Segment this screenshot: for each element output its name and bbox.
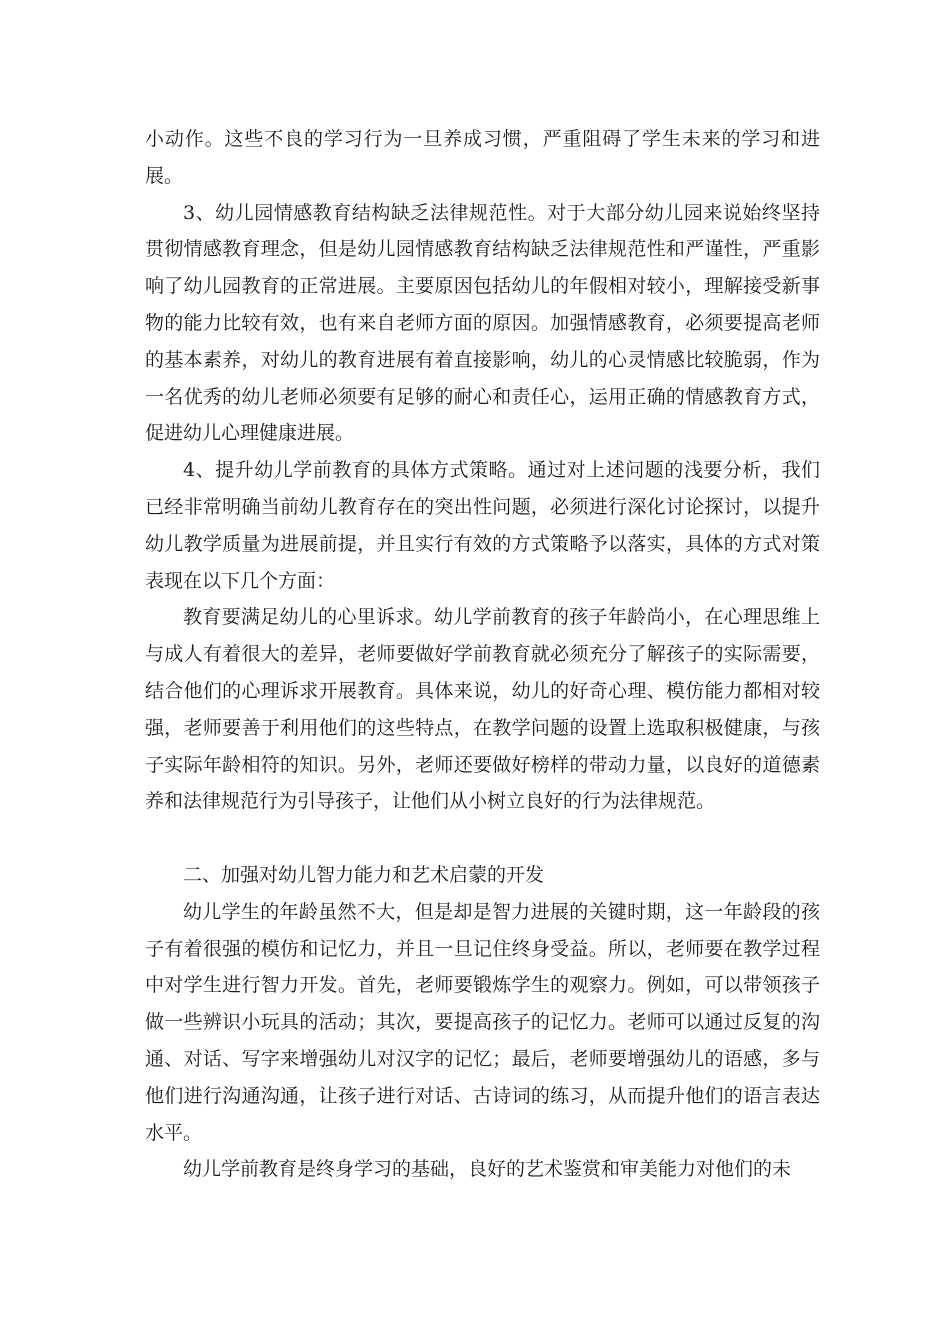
document-body (145, 121, 820, 1188)
paragraph-point-3: 3、幼儿园情感教育结构缺乏法律规范性。对于大部分幼儿园来说始终坚持贯彻情感教育理念，但是幼儿园情感教育结构缺乏法律规范性和严谨性，严重影响了幼儿园教育的正常进展。主要原因包括幼儿的年假相对较小，理解接受新事物的能力比较有效，也有来自老师方面的原因。加强情感教育，必须要提高老师的基本素养，对幼儿的教育进展有着直接影响，幼儿的心灵情感比较脆弱，作为一名优秀的幼儿老师必须要有足够的耐心和责任心，运用正确的情感教育方式，促进幼儿心理健康进展。 (145, 201, 820, 445)
section-heading-2: 二、加强对幼儿智力能力和艺术启蒙的开发 (183, 863, 545, 886)
paragraph-point-4: 4、提升幼儿学前教育的具体方式策略。通过对上述问题的浅要分析，我们已经非常明确当前幼儿教育存在的突出性问题，必须进行深化讨论探讨，以提升幼儿教学质量为进展前提，并且实行有效的方式策略予以落实，具体的方式对策表现在以下几个方面： (145, 459, 820, 592)
paragraph-psychological-needs: 教育要满足幼儿的心里诉求。幼儿学前教育的孩子年龄尚小，在心理思维上与成人有着很大的差异，老师要做好学前教育就必须充分了解孩子的实际需要，结合他们的心理诉求开展教育。具体来说，幼儿的好奇心理、模仿能力都相对较强，老师要善于利用他们的这些特点，在教学问题的设置上选取积极健康，与孩子实际年龄相符的知识。另外，老师还要做好榜样的带动力量，以良好的道德素养和法律规范行为引导孩子，让他们从小树立良好的行为法律规范。 (145, 606, 820, 813)
paragraph-intelligence-development: 幼儿学生的年龄虽然不大，但是却是智力进展的关键时期，这一年龄段的孩子有着很强的模仿和记忆力，并且一旦记住终身受益。所以，老师要在教学过程中对学生进行智力开发。首先，老师要锻炼学生的观察力。例如，可以带领孩子做一些辨识小玩具的活动；其次，要提高孩子的记忆力。老师可以通过反复的沟通、对话、写字来增强幼儿对汉字的记忆；最后，老师要增强幼儿的语感，多与他们进行沟通沟通，让孩子进行对话、古诗词的练习，从而提升他们的语言表达水平。 (145, 900, 820, 1144)
blank-line (145, 820, 820, 857)
paragraph-art-appreciation: 幼儿学前教育是终身学习的基础，良好的艺术鉴赏和审美能力对他们的未 (183, 1158, 792, 1181)
paragraph-continuation: 小动作。这些不良的学习行为一旦养成习惯，严重阻碍了学生未来的学习和进展。 (145, 128, 820, 187)
